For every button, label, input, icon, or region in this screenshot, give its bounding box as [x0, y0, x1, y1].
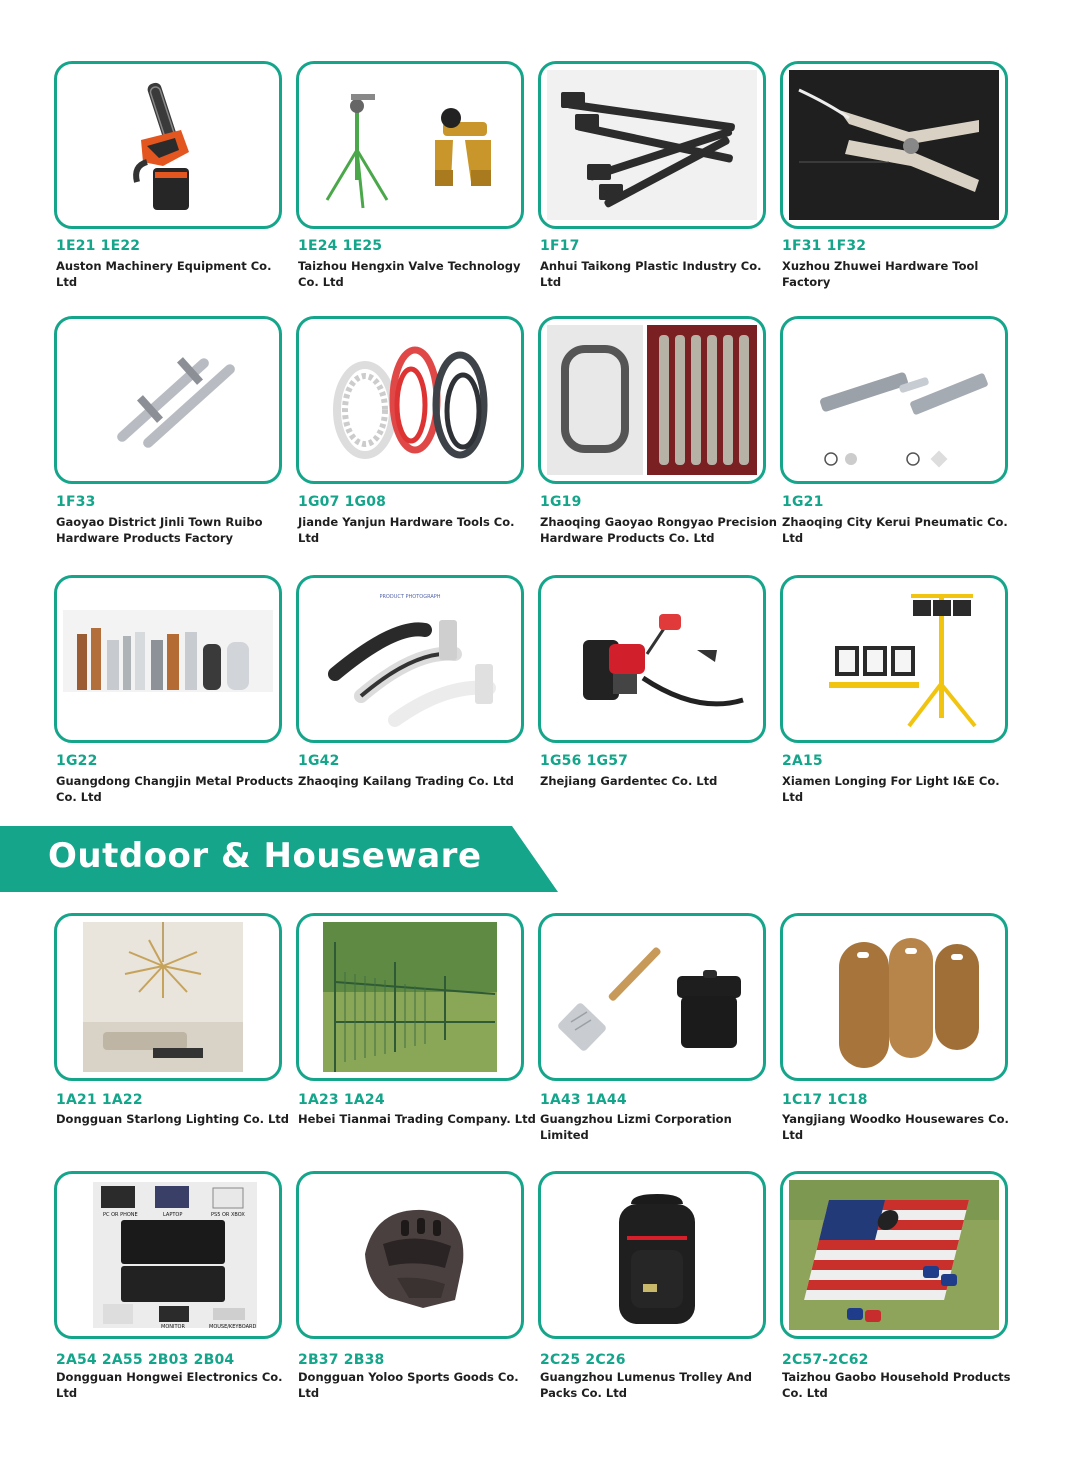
spatula-box-icon: [547, 922, 757, 1072]
company-name: Dongguan Yoloo Sports Goods Co. Ltd: [298, 1370, 519, 1400]
company-name: Dongguan Hongwei Electronics Co. Ltd: [56, 1370, 283, 1400]
product-card: [780, 1171, 1008, 1339]
booth-number: 1G22: [56, 753, 98, 769]
product-card: [54, 61, 282, 229]
section-title: Outdoor & Houseware: [48, 836, 482, 876]
booth-number: 1F33: [56, 494, 96, 510]
product-card: [296, 913, 524, 1081]
booth-number: 1F31 1F32: [782, 238, 867, 254]
product-card: [538, 913, 766, 1081]
product-card: [296, 316, 524, 484]
company-name: Auston Machinery Equipment Co. Ltd: [56, 259, 272, 289]
kvm-label-laptop: LAPTOP: [163, 1212, 183, 1218]
fence-icon: [305, 922, 515, 1072]
product-card: [296, 1171, 524, 1339]
kvm-label-mouse: MOUSE/KEYBOARD: [209, 1324, 257, 1330]
company-name: Jiande Yanjun Hardware Tools Co. Ltd: [298, 515, 515, 545]
sprinkler-icon: [305, 70, 515, 220]
aluminum-profile-icon: [63, 584, 273, 734]
bungee-cord-icon: [305, 325, 515, 475]
cornhole-icon: [789, 1180, 999, 1330]
product-card: [538, 61, 766, 229]
company-name: Zhaoqing Kailang Trading Co. Ltd: [298, 774, 514, 788]
company-name: Xuzhou Zhuwei Hardware Tool Factory: [782, 259, 979, 289]
backpack-icon: [547, 1180, 757, 1330]
booth-number: 1G56 1G57: [540, 753, 629, 769]
company-name: Zhejiang Gardentec Co. Ltd: [540, 774, 718, 788]
company-name: Yangjiang Woodko Housewares Co. Ltd: [782, 1112, 1009, 1142]
company-name: Zhaoqing City Kerui Pneumatic Co. Ltd: [782, 515, 1008, 545]
company-name: Guangzhou Lumenus Trolley And Packs Co. Ltd: [540, 1370, 752, 1400]
kvm-label-monitor: MONITOR: [161, 1324, 185, 1330]
product-card: [296, 575, 524, 743]
booth-number: 1A21 1A22: [56, 1092, 143, 1108]
booth-number: 2C57-2C62: [782, 1352, 869, 1368]
company-name: Guangdong Changjin Metal Products Co. Ltd: [56, 774, 294, 804]
product-card: [54, 1171, 282, 1339]
booth-number: 1G21: [782, 494, 824, 510]
company-name: Zhaoqing Gaoyao Rongyao Precision Hardware Products Co. Ltd: [540, 515, 777, 545]
product-card: [538, 1171, 766, 1339]
company-name: Anhui Taikong Plastic Industry Co. Ltd: [540, 259, 762, 289]
company-name: Xiamen Longing For Light I&E Co. Ltd: [782, 774, 1000, 804]
kvm-label-xbox: PS5 OR XBOX: [211, 1212, 245, 1218]
window-handle-icon: [305, 584, 515, 734]
gas-spring-icon: [789, 325, 999, 475]
chainsaw-icon: [63, 70, 273, 220]
product-card: [296, 61, 524, 229]
chandelier-icon: [63, 922, 273, 1072]
product-card: [54, 316, 282, 484]
work-light-icon: [789, 584, 999, 734]
door-handle-icon: [63, 325, 273, 475]
product-card: [54, 913, 282, 1081]
plastic-stake-icon: [547, 70, 757, 220]
product-card: [780, 61, 1008, 229]
booth-number: 1E24 1E25: [298, 238, 383, 254]
booth-number: 1A23 1A24: [298, 1092, 385, 1108]
booth-number: 1G19: [540, 494, 582, 510]
booth-number: 1G42: [298, 753, 340, 769]
pliers-icon: [789, 70, 999, 220]
product-card: [780, 575, 1008, 743]
cutting-board-icon: [789, 922, 999, 1072]
booth-number: 2A54 2A55 2B03 2B04: [56, 1352, 235, 1368]
company-name: Dongguan Starlong Lighting Co. Ltd: [56, 1112, 290, 1126]
booth-number: 1E21 1E22: [56, 238, 141, 254]
company-name: Hebei Tianmai Trading Company. Ltd: [298, 1112, 536, 1126]
booth-number: 2C25 2C26: [540, 1352, 626, 1368]
company-name: Guangzhou Lizmi Corporation Limited: [540, 1112, 732, 1142]
product-card: [538, 575, 766, 743]
booth-number: 1A43 1A44: [540, 1092, 627, 1108]
company-name: Taizhou Hengxin Valve Technology Co. Ltd: [298, 259, 521, 289]
booth-number: 1C17 1C18: [782, 1092, 868, 1108]
handle-rods-icon: [547, 325, 757, 475]
product-card: [780, 316, 1008, 484]
booth-number: 2B37 2B38: [298, 1352, 385, 1368]
company-name: Gaoyao District Jinli Town Ruibo Hardware Products Factory: [56, 515, 263, 545]
helmet-icon: [305, 1180, 515, 1330]
product-card: [780, 913, 1008, 1081]
product-photograph-label: PRODUCT PHOTOGRAPH: [379, 594, 441, 600]
kvm-switch-icon: [63, 1180, 273, 1330]
product-card: [538, 316, 766, 484]
product-card: [54, 575, 282, 743]
kvm-label-pc: PC OR PHONE: [103, 1212, 138, 1218]
company-name: Taizhou Gaobo Household Products Co. Ltd: [782, 1370, 1011, 1400]
booth-number: 2A15: [782, 753, 823, 769]
booth-number: 1G07 1G08: [298, 494, 387, 510]
brush-cutter-icon: [547, 584, 757, 734]
booth-number: 1F17: [540, 238, 580, 254]
